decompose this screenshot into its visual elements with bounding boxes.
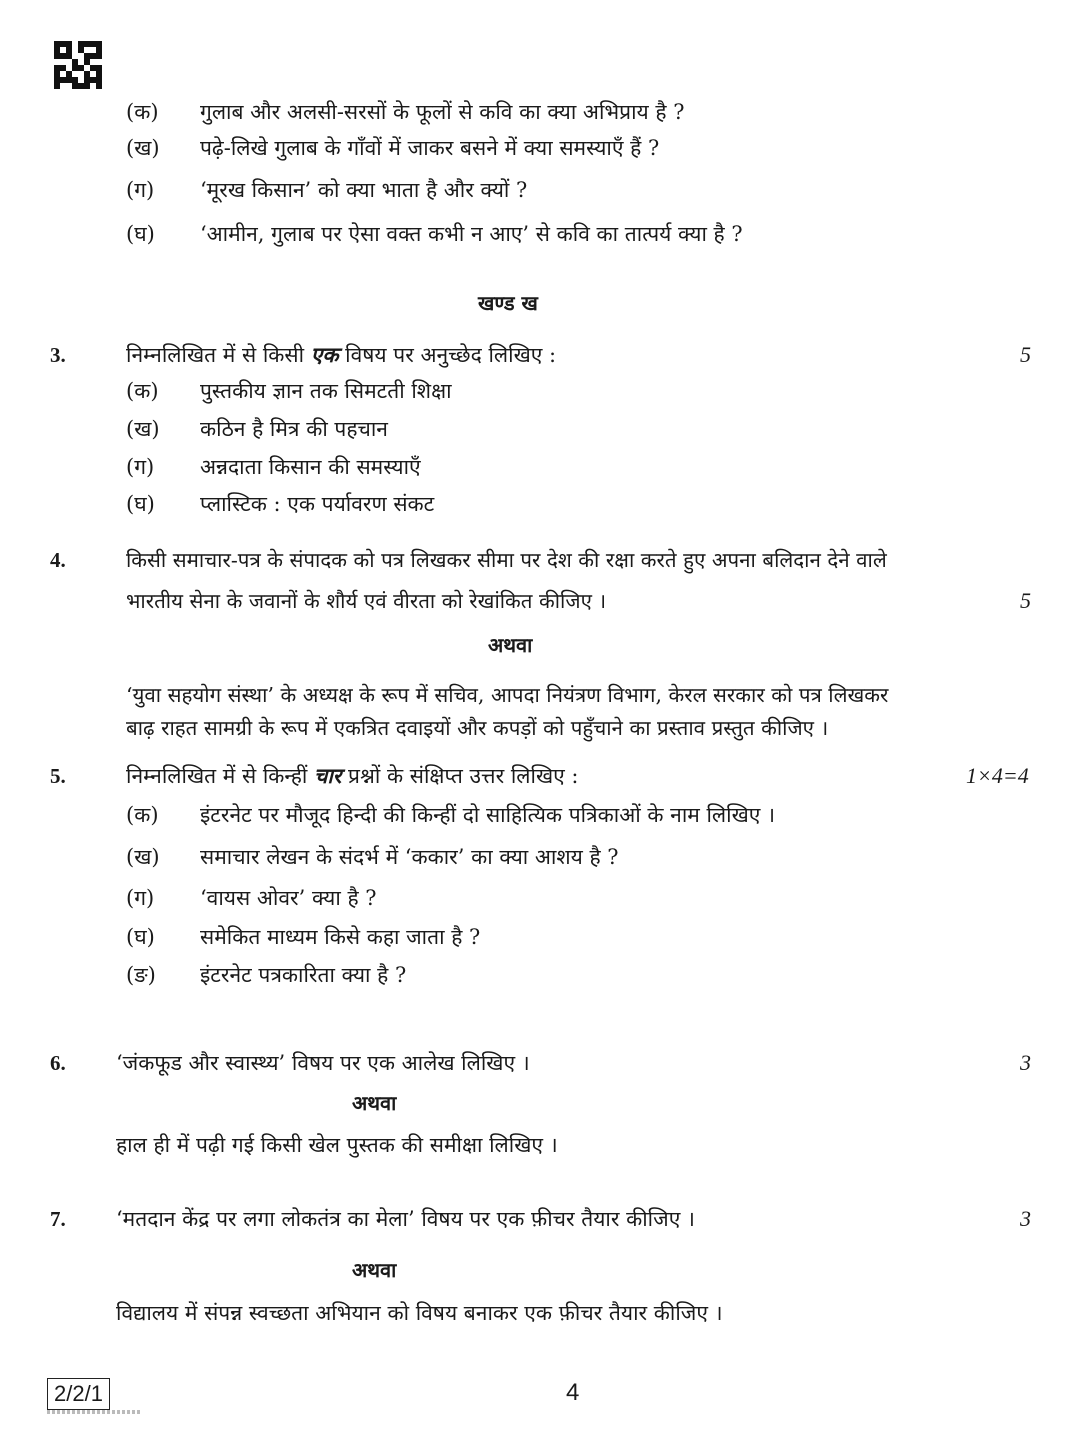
q2-item-text: ‘मूरख किसान’ को क्या भाता है और क्यों ?: [200, 178, 528, 202]
option-label: (ग): [126, 455, 155, 479]
marks: 1×4=4: [966, 763, 1029, 788]
question-number: 5.: [50, 764, 66, 788]
question-text: ‘मतदान केंद्र पर लगा लोकतंत्र का मेला’ विषय पर एक फ़ीचर तैयार कीजिए ।: [116, 1207, 695, 1231]
option-text: इंटरनेट पत्रकारिता क्या है ?: [200, 963, 407, 987]
option-label: (घ): [126, 925, 155, 949]
option-label: (ग): [126, 886, 155, 910]
qr-code-icon: [54, 41, 102, 89]
question-number: 7.: [50, 1207, 66, 1231]
or-label: अथवा: [352, 1091, 397, 1115]
question-number: 6.: [50, 1051, 66, 1075]
option-text: ‘वायस ओवर’ क्या है ?: [200, 886, 377, 910]
or-label: अथवा: [488, 633, 533, 657]
question-text: [126, 761, 579, 791]
alternative-text: ‘युवा सहयोग संस्था’ के अध्यक्ष के रूप में सचिव, आपदा नियंत्रण विभाग, केरल सरकार को पत्र लिखकर: [126, 683, 889, 707]
option-label: (क): [126, 379, 159, 403]
marks: 5: [1020, 588, 1031, 613]
q2-item-label: (ख): [126, 136, 160, 160]
question-text-part: विषय पर अनुच्छेद लिखिए :: [338, 343, 557, 367]
option-text: पुस्तकीय ज्ञान तक सिमटती शिक्षा: [200, 379, 452, 403]
option-text: कठिन है मित्र की पहचान: [200, 417, 388, 441]
question-number: 3.: [50, 343, 66, 367]
question-text: भारतीय सेना के जवानों के शौर्य एवं वीरता को रेखांकित कीजिए ।: [126, 589, 607, 613]
option-text: प्लास्टिक : एक पर्यावरण संकट: [200, 492, 435, 516]
question-text-emphasis: एक: [310, 342, 339, 367]
question-text-emphasis: चार: [313, 763, 342, 788]
option-label: (घ): [126, 492, 155, 516]
question-text: ‘जंकफूड और स्वास्थ्य’ विषय पर एक आलेख लिखिए ।: [116, 1051, 530, 1075]
footer-watermark-strip: [47, 1410, 141, 1414]
marks: 3: [1020, 1206, 1031, 1231]
option-label: (क): [126, 803, 159, 827]
option-label: (ख): [126, 845, 160, 869]
question-text-part: निम्नलिखित में से किन्हीं: [126, 764, 314, 788]
marks: 5: [1020, 342, 1031, 367]
alternative-text: हाल ही में पढ़ी गई किसी खेल पुस्तक की समीक्षा लिखिए ।: [116, 1133, 558, 1157]
alternative-text: बाढ़ राहत सामग्री के रूप में एकत्रित दवाइयों और कपड़ों को पहुँचाने का प्रस्ताव प्रस्तुत कीजिए ।: [126, 716, 829, 740]
q2-item-text: गुलाब और अलसी-सरसों के फूलों से कवि का क्या अभिप्राय है ?: [200, 100, 685, 124]
q2-item-text: ‘आमीन, गुलाब पर ऐसा वक्त कभी न आए’ से कवि का तात्पर्य क्या है ?: [200, 222, 743, 246]
q2-item-label: (क): [126, 100, 159, 124]
option-text: इंटरनेट पर मौजूद हिन्दी की किन्हीं दो साहित्यिक पत्रिकाओं के नाम लिखिए ।: [200, 803, 776, 827]
q2-item-label: (घ): [126, 222, 155, 246]
option-label: (ख): [126, 417, 160, 441]
or-label: अथवा: [352, 1258, 397, 1282]
option-text: समेकित माध्यम किसे कहा जाता है ?: [200, 925, 481, 949]
question-text: किसी समाचार-पत्र के संपादक को पत्र लिखकर सीमा पर देश की रक्षा करते हुए अपना बलिदान देने वाले: [126, 548, 887, 572]
marks: 3: [1020, 1050, 1031, 1075]
question-text: [126, 340, 556, 370]
alternative-text: विद्यालय में संपन्न स्वच्छता अभियान को विषय बनाकर एक फ़ीचर तैयार कीजिए ।: [116, 1301, 723, 1325]
paper-code: 2/2/1: [47, 1378, 110, 1410]
q2-item-label: (ग): [126, 178, 155, 202]
question-text-part: प्रश्नों के संक्षिप्त उत्तर लिखिए :: [341, 764, 579, 788]
question-text-part: निम्नलिखित में से किसी: [126, 343, 311, 367]
page-number: 4: [566, 1379, 580, 1406]
q2-item-text: पढ़े-लिखे गुलाब के गाँवों में जाकर बसने में क्या समस्याएँ हैं ?: [200, 136, 660, 160]
question-number: 4.: [50, 548, 66, 572]
section-heading: खण्ड ख: [478, 291, 538, 315]
option-text: अन्नदाता किसान की समस्याएँ: [200, 455, 421, 479]
option-label: (ङ): [126, 963, 156, 987]
option-text: समाचार लेखन के संदर्भ में ‘ककार’ का क्या आशय है ?: [200, 845, 619, 869]
